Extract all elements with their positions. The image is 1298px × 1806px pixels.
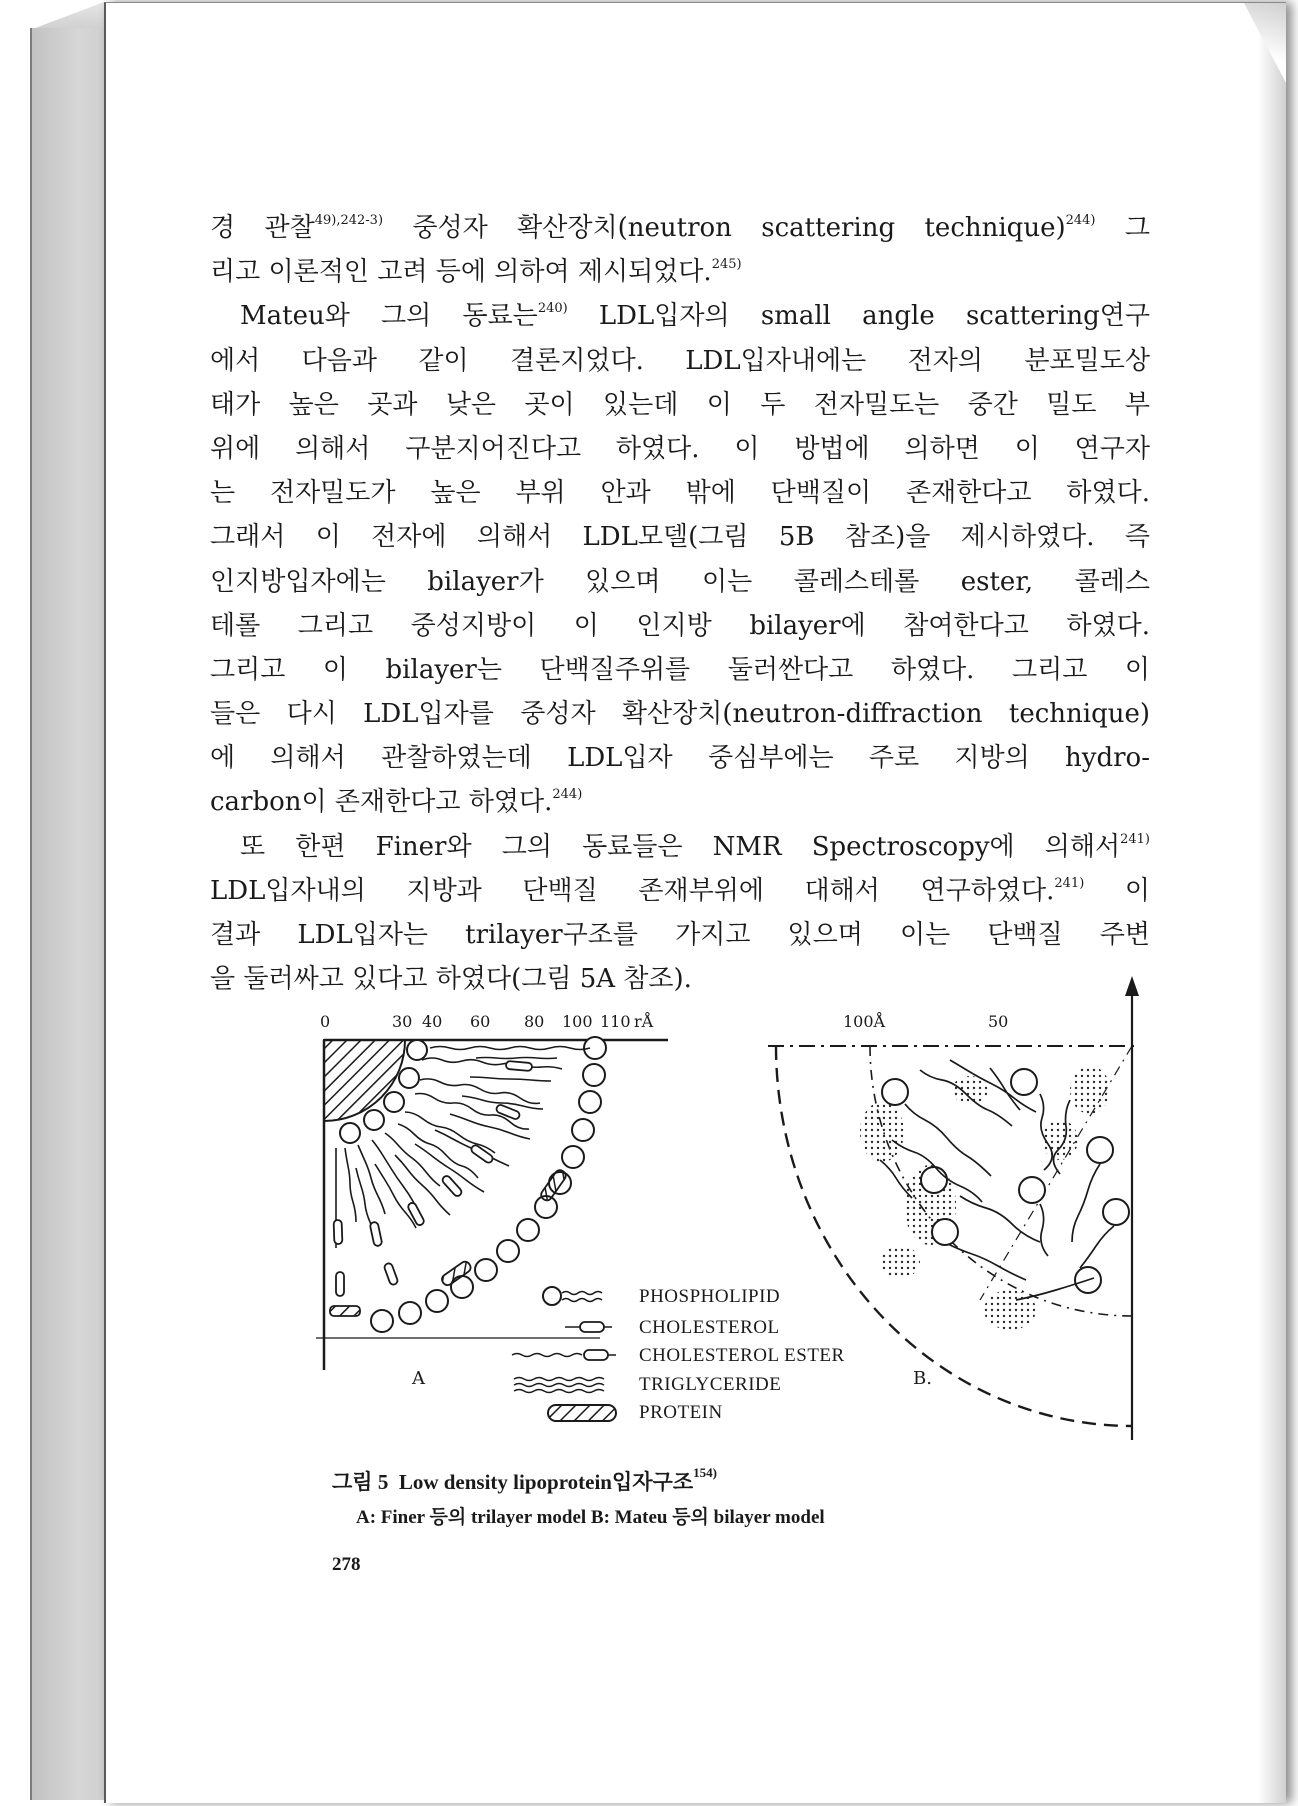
axis-tick: 80 [524,1012,545,1031]
figure-caption [332,1466,1132,1529]
legend-label: CHOLESTEROL ESTER [639,1345,845,1366]
text-line: 인지방입자에는 bilayer가 있으며 이는 콜레스테롤 ester, 콜레스 [210,566,1150,597]
axis-tick: 100 [562,1012,593,1031]
axis-tick: 60 [470,1012,491,1031]
text-line: 결과 LDL입자는 trilayer구조를 가지고 있으며 이는 단백질 주변 [210,920,1150,950]
text-line: 위에 의해서 구분지어진다고 하였다. 이 방법에 의하면 이 연구자 [210,433,1150,464]
text-line: 그래서 이 전자에 의해서 LDL모델(그림 5B 참조)을 제시하였다. 즉 [210,522,1150,553]
legend-label: TRIGLYCERIDE [639,1374,782,1395]
legend-label: PROTEIN [639,1402,723,1423]
axis-tick: 110 [600,1012,631,1031]
text-line: 경 관찰$^{49),242-3)}$ 중성자 확산장치(neutron scattering technique)$^{244)}$ 그 [210,213,1150,243]
axis-tick: 0 [320,1012,331,1031]
paragraph-start: Mateu와 그의 동료는$^{240)}$ LDL입자의 small angle scattering연구 [240,301,1151,332]
text-line: 에서 다음과 같이 결론지었다. LDL입자내에는 전자의 분포밀도상 [210,345,1150,376]
axis-tick: 30 [392,1012,413,1031]
page-number: 278 [332,1554,361,1575]
book-spine-top [30,2,104,30]
text-line: 들은 다시 LDL입자를 중성자 확산장치(neutron-diffraction technique) [210,699,1150,730]
text-line: 을 둘러싸고 있다고 하였다(그림 5A 참조). [210,964,692,995]
caption-title: 그림 5 Low density lipoprotein입자구조$^{154)}$ [332,1465,717,1494]
book-spine [30,28,108,1800]
text-line: carbon이 존재한다고 하였다.$^{244)}$ [210,787,583,818]
axis-unit: rÅ [634,1012,654,1031]
legend-label: PHOSPHOLIPID [639,1286,781,1307]
text-line: 리고 이론적인 고려 등에 의하여 제시되었다.$^{245)}$ [210,257,742,288]
text-line: 테롤 그리고 중성지방이 이 인지방 bilayer에 참여한다고 하였다. [210,610,1150,641]
text-line: 그리고 이 bilayer는 단백질주위를 둘러싼다고 하였다. 그리고 이 [210,654,1150,685]
panel-a-label: A [412,1368,425,1389]
axis-tick: 100Å [843,1012,886,1031]
text-line: 태가 높은 곳과 낮은 곳이 있는데 이 두 전자밀도는 중간 밀도 부 [210,389,1150,420]
page-edge-shadow [1258,3,1286,1803]
text-line: 에 의해서 관찰하였는데 LDL입자 중심부에는 주로 지방의 hydro- [210,743,1150,774]
legend-label: CHOLESTEROL [639,1317,780,1338]
axis-tick: 40 [422,1012,443,1031]
paragraph-start: 또 한편 Finer와 그의 동료들은 NMR Spectroscopy에 의해서$^{241)}$ [240,831,1150,862]
caption-subtitle: A: Finer 등의 trilayer model B: Mateu 등의 bilayer model [356,1507,825,1528]
text-line: 는 전자밀도가 높은 부위 안과 밖에 단백질이 존재한다고 하였다. [210,478,1150,509]
panel-b-label: B. [913,1368,932,1389]
axis-tick: 50 [988,1012,1009,1031]
body-text [210,206,1150,1001]
text-line: LDL입자내의 지방과 단백질 존재부위에 대해서 연구하였다.$^{241)}$ 이 [210,875,1150,906]
